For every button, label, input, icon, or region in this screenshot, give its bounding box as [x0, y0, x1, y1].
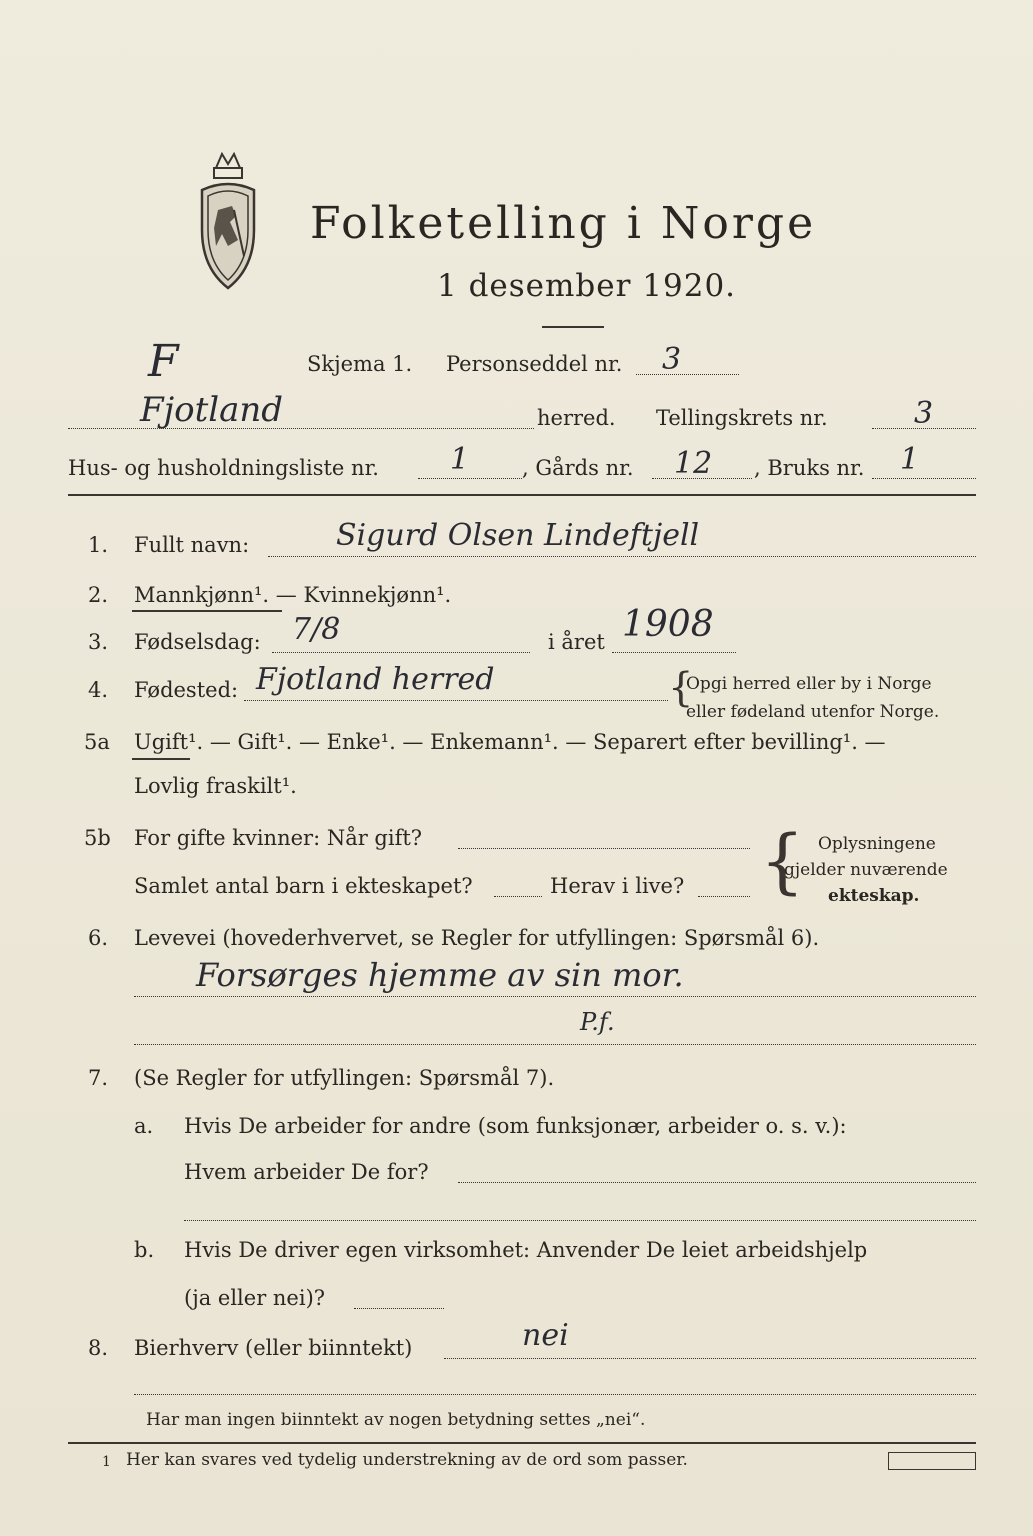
q6-number: 6. [88, 926, 109, 950]
q4-number: 4. [88, 678, 109, 702]
q4-place-value: Fjotland herred [256, 662, 495, 697]
q3-number: 3. [88, 630, 109, 654]
q7b-label: Hvis De driver egen virksomhet: Anvender De leiet arbeidshjelp [184, 1238, 868, 1262]
form-title: Folketelling i Norge [310, 198, 817, 249]
q1-label: Fullt navn: [134, 533, 250, 557]
q2-underline-mark [132, 610, 282, 612]
footnote-text: Her kan svares ved tydelig understrekning av de ord som passer. [126, 1450, 688, 1470]
tellingskrets-label: Tellingskrets nr. [656, 406, 828, 430]
q5b-number: 5b [84, 826, 111, 850]
header-rule [68, 494, 976, 496]
hus-value: 1 [450, 442, 470, 477]
q5a-label-2: Lovlig fraskilt¹. [134, 774, 297, 798]
q7b-letter: b. [134, 1238, 155, 1262]
q3-year-value: 1908 [622, 604, 714, 645]
q7b-label-2: (ja eller nei)? [184, 1286, 326, 1310]
q3-date-value: 7/8 [292, 612, 341, 647]
bruks-value: 1 [900, 442, 920, 477]
gards-label: , Gårds nr. [522, 456, 634, 480]
q5a-underline-mark [132, 758, 190, 760]
footnote-rule [68, 1442, 976, 1444]
q6-label: Levevei (hovederhvervet, se Regler for utfyllingen: Spørsmål 6). [134, 926, 820, 950]
gards-value: 12 [674, 446, 713, 481]
q8-number: 8. [88, 1336, 109, 1360]
q5b-label-2: Samlet antal barn i ekteskapet? [134, 874, 473, 898]
coat-of-arms-icon [188, 150, 268, 300]
q8-label: Bierhverv (eller biinntekt) [134, 1336, 413, 1360]
hus-label: Hus- og husholdningsliste nr. [68, 456, 379, 480]
q7-label: (Se Regler for utfyllingen: Spørsmål 7). [134, 1066, 555, 1090]
title-divider [542, 326, 604, 328]
personseddel-label: Personseddel nr. [446, 352, 623, 376]
q7-number: 7. [88, 1066, 109, 1090]
q3-year-label: i året [548, 630, 605, 654]
tellingskrets-value: 3 [914, 396, 934, 431]
skjema-label: Skjema 1. [307, 352, 413, 376]
q7a-label: Hvis De arbeider for andre (som funksjonær, arbeider o. s. v.): [184, 1114, 847, 1138]
herred-value: Fjotland [140, 390, 284, 430]
q1-number: 1. [88, 533, 109, 557]
q5a-number: 5a [84, 730, 110, 754]
q7a-letter: a. [134, 1114, 154, 1138]
q5a-label: Ugift¹. — Gift¹. — Enke¹. — Enkemann¹. — Separert efter bevilling¹. — [134, 730, 886, 754]
q5b-note-line-1: Oplysningene [818, 834, 936, 854]
form-date: 1 desember 1920. [437, 268, 737, 304]
biinntekt-note: Har man ingen biinntekt av nogen betydning settes „nei“. [146, 1410, 646, 1430]
personseddel-value: 3 [662, 342, 682, 377]
bruks-label: , Bruks nr. [754, 456, 865, 480]
q2-number: 2. [88, 583, 109, 607]
q5b-note-line-3: ekteskap. [828, 886, 920, 906]
q8-value: nei [522, 1318, 569, 1353]
herred-label: herred. [537, 406, 616, 430]
q5b-brace: { [760, 820, 805, 902]
q4-note-line-2: eller fødeland utenfor Norge. [686, 702, 940, 722]
q5b-label: For gifte kvinner: Når gift? [134, 826, 423, 850]
footnote-number: 1 [102, 1454, 111, 1470]
q4-note-line-1: Opgi herred eller by i Norge [686, 674, 932, 694]
herred-handwriting-flourish: F [148, 336, 179, 387]
q5b-label-3: Herav i live? [550, 874, 685, 898]
q4-label: Fødested: [134, 678, 239, 702]
q4-brace: { [668, 665, 694, 711]
printer-stamp [888, 1452, 976, 1470]
q7a-label-2: Hvem arbeider De for? [184, 1160, 429, 1184]
q6-check-mark: P.f. [580, 1008, 615, 1036]
q1-name-value: Sigurd Olsen Lindeftjell [336, 518, 700, 553]
q5b-note-line-2: gjelder nuværende [784, 860, 948, 880]
q2-label: Mannkjønn¹. — Kvinnekjønn¹. [134, 583, 452, 607]
q3-label: Fødselsdag: [134, 630, 261, 654]
q6-occupation-value: Forsørges hjemme av sin mor. [196, 956, 684, 994]
